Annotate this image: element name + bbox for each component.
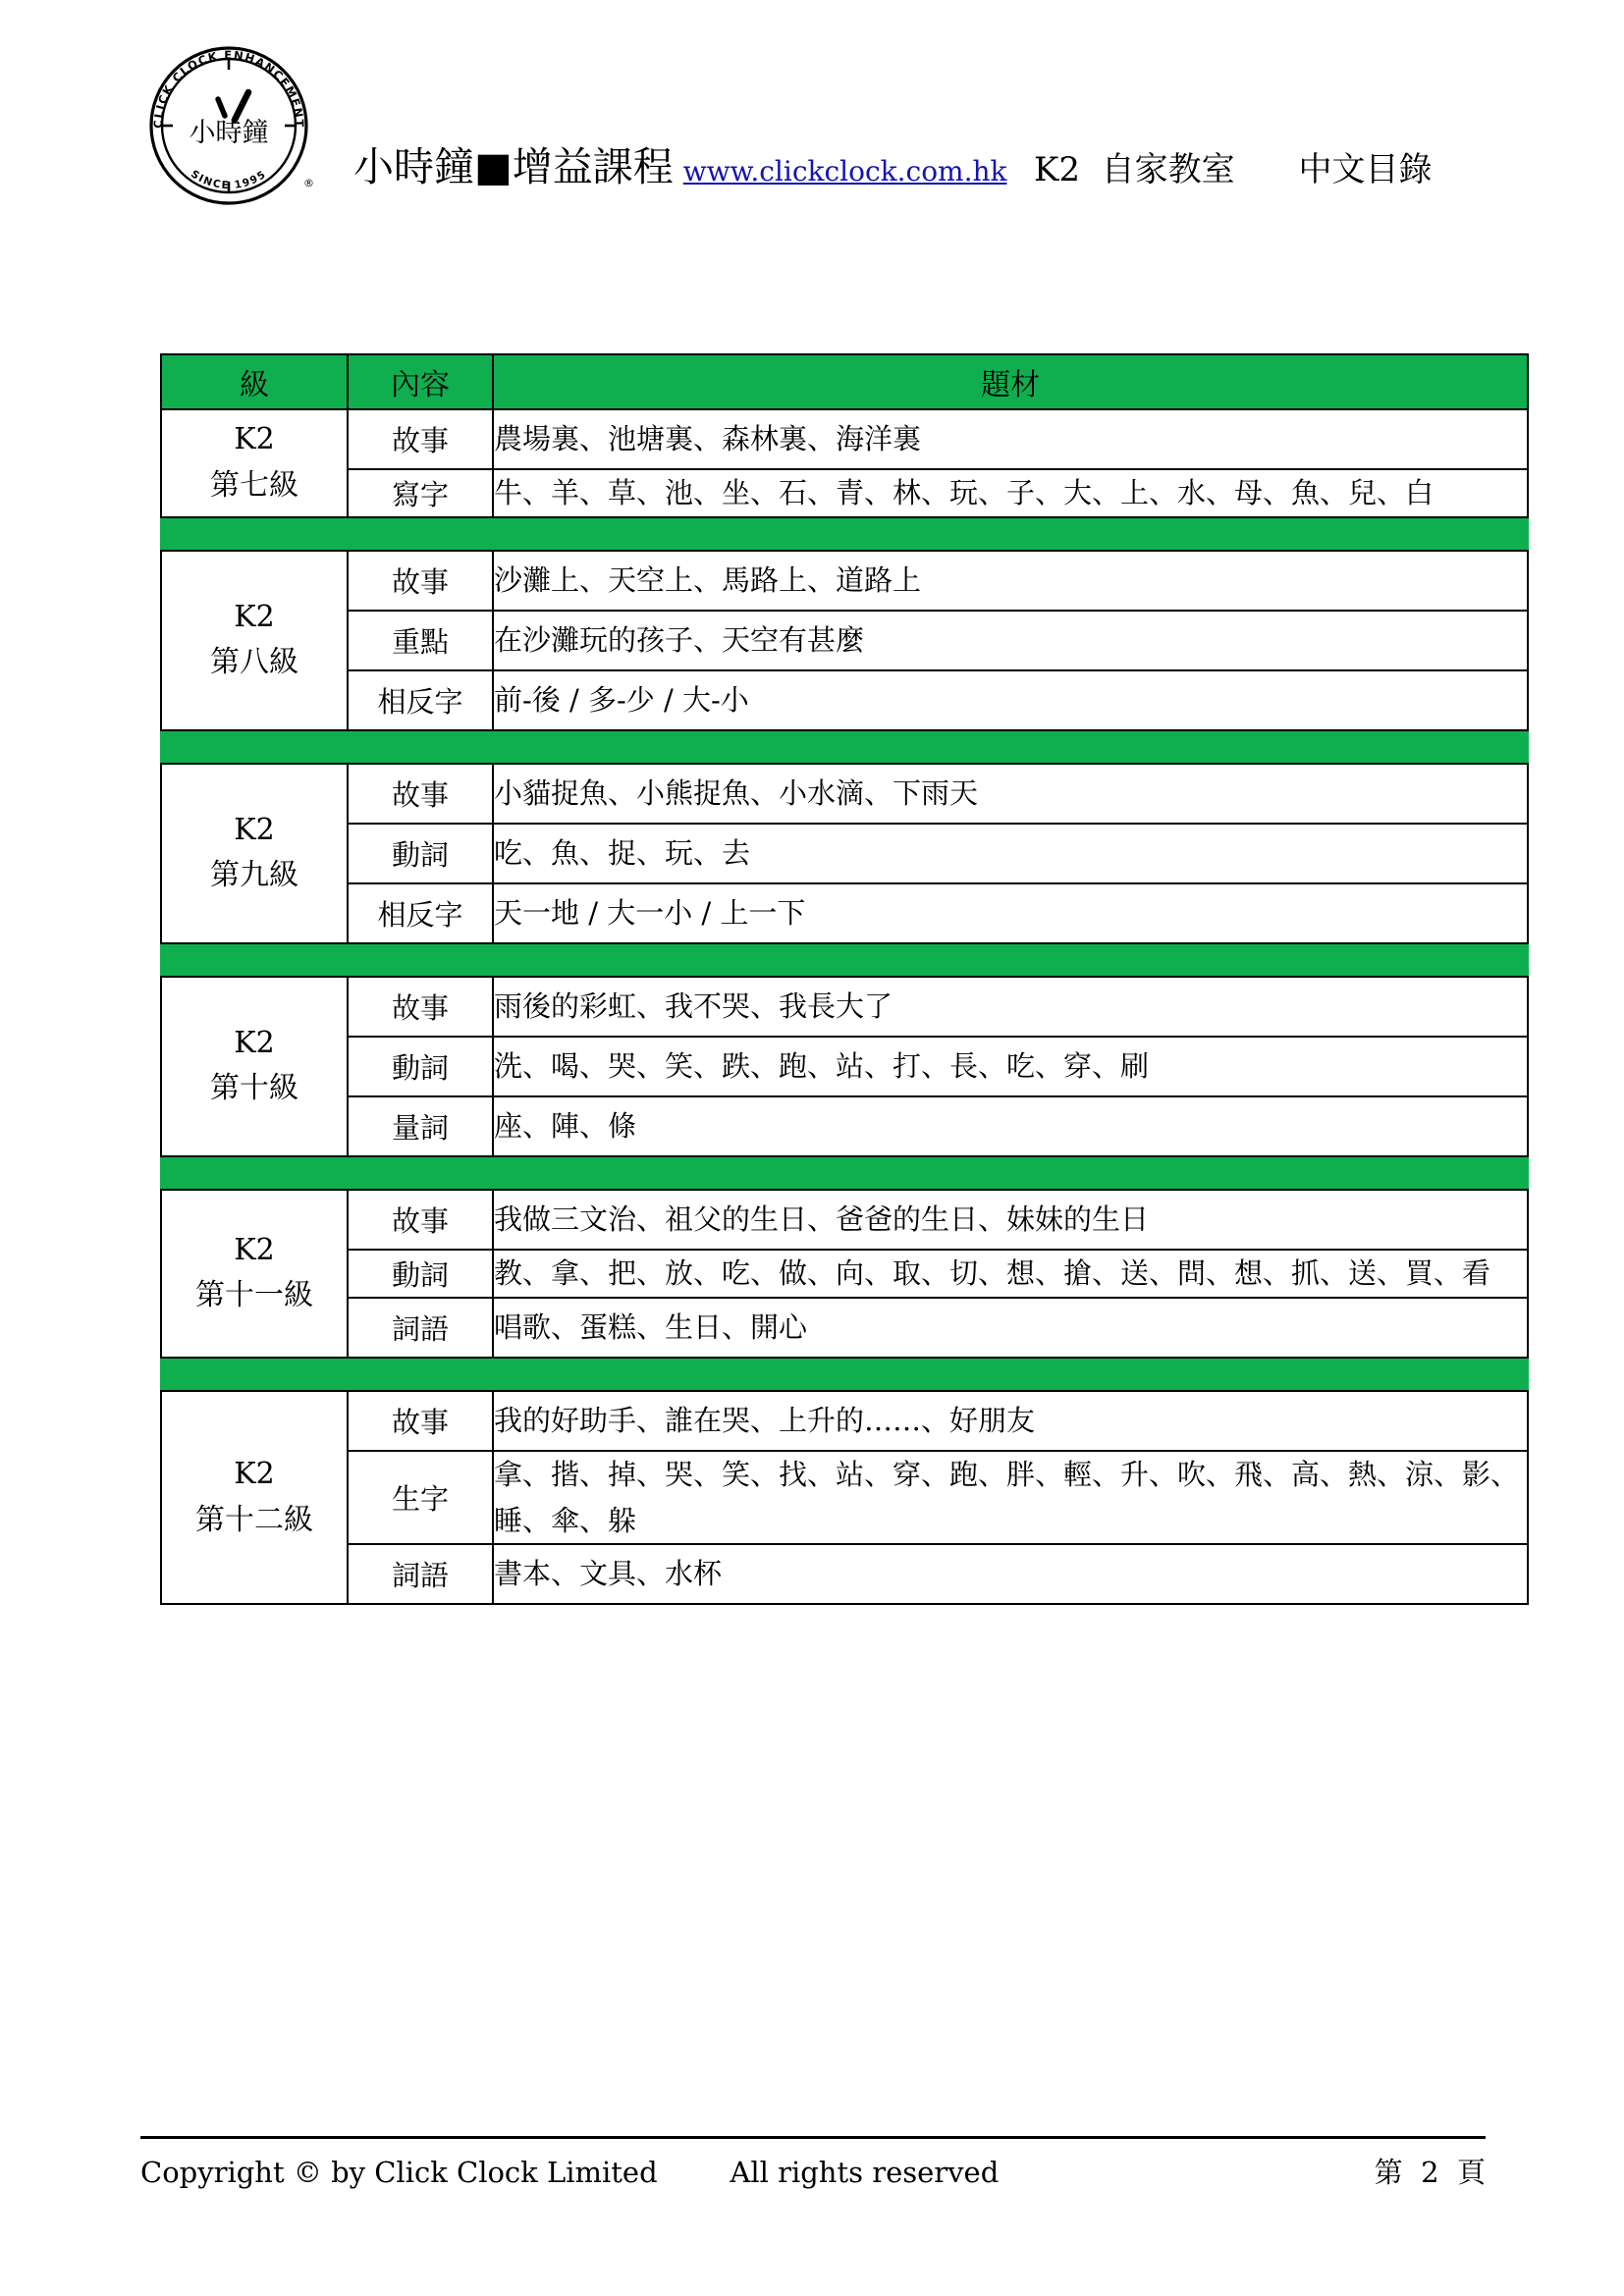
- logo-center-text: 小時鐘: [189, 118, 269, 148]
- click-clock-logo: [140, 37, 317, 214]
- topic-cell: 書本、文具、水杯: [493, 1544, 1528, 1604]
- table-row: [161, 1391, 1528, 1451]
- page-footer: [140, 2136, 1486, 2191]
- kind-cell: 故事: [348, 1190, 493, 1250]
- kind-cell: 故事: [348, 551, 493, 611]
- table-row: [161, 409, 1528, 469]
- topic-cell: 天一地 / 大一小 / 上一下: [493, 883, 1528, 943]
- table-row: [161, 1451, 1528, 1545]
- level-line-2: 第七級: [210, 467, 298, 503]
- table-row: [161, 469, 1528, 517]
- kind-cell: 動詞: [348, 1037, 493, 1096]
- level-line-2: 第十二級: [195, 1502, 313, 1537]
- table-row: [161, 1190, 1528, 1250]
- level-cell: [161, 409, 348, 517]
- topic-cell: 教、拿、把、放、吃、做、向、取、切、想、搶、送、問、想、抓、送、買、看: [493, 1250, 1528, 1298]
- kind-cell: 動詞: [348, 824, 493, 883]
- table-row: [161, 764, 1528, 824]
- logo-arc-text: CLICK CLOCK ENHANCEMENT: [150, 47, 307, 129]
- kind-cell: 相反字: [348, 670, 493, 730]
- kind-cell: 量詞: [348, 1096, 493, 1156]
- kind-cell: 故事: [348, 977, 493, 1037]
- topic-cell: 座、陣、條: [493, 1096, 1528, 1156]
- level-line-2: 第八級: [210, 645, 298, 680]
- footer-row: [140, 2151, 1486, 2191]
- table-row: [161, 977, 1528, 1037]
- level-line-2: 第十一級: [195, 1278, 313, 1313]
- level-line-1: K2: [234, 599, 275, 634]
- topic-cell: 沙灘上、天空上、馬路上、道路上: [493, 551, 1528, 611]
- level-line-2: 第九級: [210, 858, 298, 893]
- topic-cell: 洗、喝、哭、笑、跌、跑、站、打、長、吃、穿、刷: [493, 1037, 1528, 1096]
- table-row: [161, 1544, 1528, 1604]
- table-header-row: [161, 354, 1528, 409]
- level-line-1: K2: [234, 1457, 275, 1491]
- kind-cell: 相反字: [348, 883, 493, 943]
- copyright-text: Copyright © by Click Clock Limited All rights reserved: [140, 2156, 1000, 2189]
- table-row: [161, 611, 1528, 670]
- level-cell: [161, 764, 348, 943]
- section-separator: [161, 1358, 1528, 1391]
- catalog-table-wrapper: [160, 353, 1527, 1605]
- logo-stamp-icon: [140, 37, 317, 214]
- catalog-table: [160, 353, 1529, 1605]
- section-separator: [161, 943, 1528, 977]
- topic-cell: 我做三文治、祖父的生日、爸爸的生日、妹妹的生日: [493, 1190, 1528, 1250]
- table-row: [161, 883, 1528, 943]
- kind-cell: 詞語: [348, 1298, 493, 1358]
- table-row: [161, 1096, 1528, 1156]
- logo-bottom-text: SINCE 1995: [189, 168, 269, 192]
- topic-cell: 牛、羊、草、池、坐、石、青、林、玩、子、大、上、水、母、魚、兒、白: [493, 469, 1528, 517]
- topic-cell: 農場裏、池塘裏、森林裏、海洋裏: [493, 409, 1528, 469]
- section-separator: [161, 730, 1528, 764]
- footer-divider: [140, 2136, 1486, 2139]
- level-cell: [161, 551, 348, 730]
- column-header-level: 級: [161, 354, 348, 409]
- section-separator: [161, 1156, 1528, 1190]
- table-row: [161, 1298, 1528, 1358]
- table-row: [161, 670, 1528, 730]
- table-row: [161, 551, 1528, 611]
- level-line-1: K2: [234, 422, 275, 457]
- page-header: [0, 37, 1624, 214]
- brand-title-block: [353, 143, 1007, 190]
- level-cell: [161, 1391, 348, 1605]
- kind-cell: 詞語: [348, 1544, 493, 1604]
- level-line-2: 第十級: [210, 1071, 298, 1106]
- document-label: K2 自家教室 中文目錄: [1034, 150, 1433, 189]
- topic-cell: 拿、揩、掉、哭、笑、找、站、穿、跑、胖、輕、升、吹、飛、高、熱、涼、影、睡、傘、躲: [493, 1451, 1528, 1545]
- kind-cell: 寫字: [348, 469, 493, 517]
- registered-mark: ®: [303, 177, 314, 189]
- kind-cell: 生字: [348, 1451, 493, 1545]
- kind-cell: 重點: [348, 611, 493, 670]
- table-row: [161, 1037, 1528, 1096]
- brand-title: 小時鐘■增益課程: [353, 143, 674, 190]
- table-row: [161, 1250, 1528, 1298]
- level-line-1: K2: [234, 812, 275, 847]
- column-header-topic: 題材: [493, 354, 1528, 409]
- page-number: 第 2 頁: [1374, 2156, 1486, 2189]
- level-cell: [161, 1190, 348, 1358]
- topic-cell: 在沙灘玩的孩子、天空有甚麼: [493, 611, 1528, 670]
- section-separator: [161, 517, 1528, 551]
- svg-text:SINCE 1995: [189, 168, 269, 191]
- topic-cell: 小貓捉魚、小熊捉魚、小水滴、下雨天: [493, 764, 1528, 824]
- topic-cell: 前-後 / 多-少 / 大-小: [493, 670, 1528, 730]
- level-line-1: K2: [234, 1232, 275, 1267]
- svg-text:CLICK CLOCK ENHANCEMENT: [151, 48, 306, 129]
- topic-cell: 我的好助手、誰在哭、上升的……、好朋友: [493, 1391, 1528, 1451]
- kind-cell: 動詞: [348, 1250, 493, 1298]
- kind-cell: 故事: [348, 1391, 493, 1451]
- kind-cell: 故事: [348, 764, 493, 824]
- level-cell: [161, 977, 348, 1156]
- table-row: [161, 824, 1528, 883]
- topic-cell: 吃、魚、捉、玩、去: [493, 824, 1528, 883]
- topic-cell: 雨後的彩虹、我不哭、我長大了: [493, 977, 1528, 1037]
- website-link[interactable]: www.clickclock.com.hk: [682, 155, 1007, 187]
- column-header-kind: 內容: [348, 354, 493, 409]
- kind-cell: 故事: [348, 409, 493, 469]
- level-line-1: K2: [234, 1025, 275, 1060]
- topic-cell: 唱歌、蛋糕、生日、開心: [493, 1298, 1528, 1358]
